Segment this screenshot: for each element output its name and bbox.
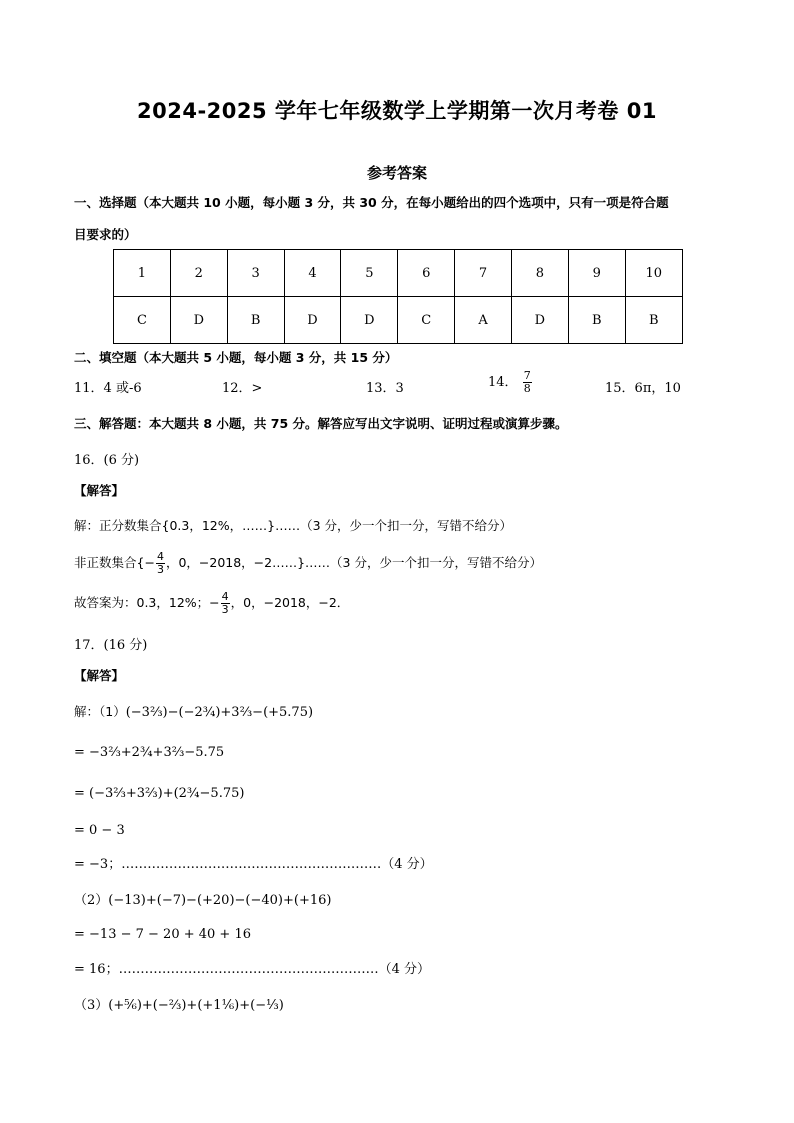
page-subtitle: 参考答案 <box>366 164 427 182</box>
question-17-part2-equation: （2）(−13)+(−7)−(+20)−(−40)+(+16) <box>74 893 332 908</box>
fill-answer-13: 13．3 <box>366 381 404 396</box>
answer-row <box>114 297 683 344</box>
fill-answer-14-label: 14． <box>488 375 518 390</box>
question-16-line1: 解：正分数集合{0.3，12%，……}……（3 分，少一个扣一分，写错不给分） <box>74 518 512 533</box>
question-17-answer-tag: 【解答】 <box>74 668 125 683</box>
question-16-line2-suffix: ，0，−2018，−2……}……（3 分，少一个扣一分，写错不给分） <box>165 555 542 570</box>
question-16-line3-suffix: ，0，−2018，−2． <box>230 595 350 610</box>
fraction <box>221 591 230 616</box>
table-cell: C <box>114 297 171 344</box>
fraction-numerator: 4 <box>221 590 229 603</box>
table-cell: 6 <box>398 250 455 297</box>
section1-heading-line2: 目要求的） <box>74 227 137 242</box>
question-17-label: 17．(16 分) <box>74 638 148 653</box>
choice-answer-table <box>113 249 683 344</box>
table-cell: C <box>398 297 455 344</box>
question-16-line2-prefix: 非正数集合{− <box>74 555 155 570</box>
fraction <box>156 551 165 576</box>
question-16-label: 16．(6 分) <box>74 453 140 468</box>
table-cell: 8 <box>511 250 568 297</box>
question-17-part1-step2: = (−3⅔+3⅔)+(2¾−5.75) <box>74 786 245 801</box>
fraction <box>523 370 532 395</box>
table-cell: D <box>170 297 227 344</box>
question-17-part3-equation: （3）(+⅚)+(−⅔)+(+1⅙)+(−⅓) <box>74 998 284 1013</box>
question-16-answer-tag: 【解答】 <box>74 483 125 498</box>
question-16-line3-prefix: 故答案为：0.3，12%；− <box>74 595 220 610</box>
question-17-part2-step1: = −13 − 7 − 20 + 40 + 16 <box>74 927 251 942</box>
fraction-denominator: 8 <box>523 382 531 395</box>
table-cell: 7 <box>455 250 512 297</box>
question-17-part1-step1: = −3⅔+2¾+3⅔−5.75 <box>74 745 225 760</box>
question-17-part1-step4: = −3；……………………………………………………（4 分） <box>74 857 433 872</box>
table-cell: B <box>227 297 284 344</box>
question-number-row <box>114 250 683 297</box>
fill-answer-12: 12．> <box>222 381 263 396</box>
question-17-part1-step3: = 0 − 3 <box>74 823 125 838</box>
fill-answer-14 <box>488 370 533 395</box>
section3-heading: 三、解答题：本大题共 8 小题，共 75 分。解答应写出文字说明、证明过程或演算步骤。 <box>74 416 568 431</box>
section1-heading-line1: 一、选择题（本大题共 10 小题，每小题 3 分，共 30 分，在每小题给出的四个选项中，只有一项是符合题 <box>74 195 669 210</box>
question-16-line3 <box>74 591 349 616</box>
table-cell: 2 <box>170 250 227 297</box>
fraction-numerator: 4 <box>156 550 164 563</box>
fill-answer-11: 11．4 或-6 <box>74 381 142 396</box>
fill-answer-15: 15．6π，10 <box>605 381 681 396</box>
table-cell: 10 <box>625 250 682 297</box>
table-cell: B <box>568 297 625 344</box>
table-cell: 9 <box>568 250 625 297</box>
table-cell: D <box>284 297 341 344</box>
fraction-denominator: 3 <box>156 563 164 576</box>
table-cell: D <box>341 297 398 344</box>
question-17-part2-step2: = 16；……………………………………………………（4 分） <box>74 962 430 977</box>
question-17-part1-equation <box>74 702 313 720</box>
fraction-numerator: 7 <box>523 369 531 382</box>
section2-heading: 二、填空题（本大题共 5 小题，每小题 3 分，共 15 分） <box>74 350 398 365</box>
table-cell: B <box>625 297 682 344</box>
part1-expression: (−3⅔)−(−2¾)+3⅔−(+5.75) <box>125 705 314 720</box>
table-cell: 3 <box>227 250 284 297</box>
page-title: 2024-2025 学年七年级数学上学期第一次月考卷 01 <box>137 99 657 123</box>
question-16-line2 <box>74 551 542 576</box>
table-cell: 1 <box>114 250 171 297</box>
fraction-denominator: 3 <box>221 603 229 616</box>
table-cell: 5 <box>341 250 398 297</box>
table-cell: D <box>511 297 568 344</box>
table-cell: 4 <box>284 250 341 297</box>
part1-prefix: 解：（1） <box>74 704 126 719</box>
table-cell: A <box>455 297 512 344</box>
